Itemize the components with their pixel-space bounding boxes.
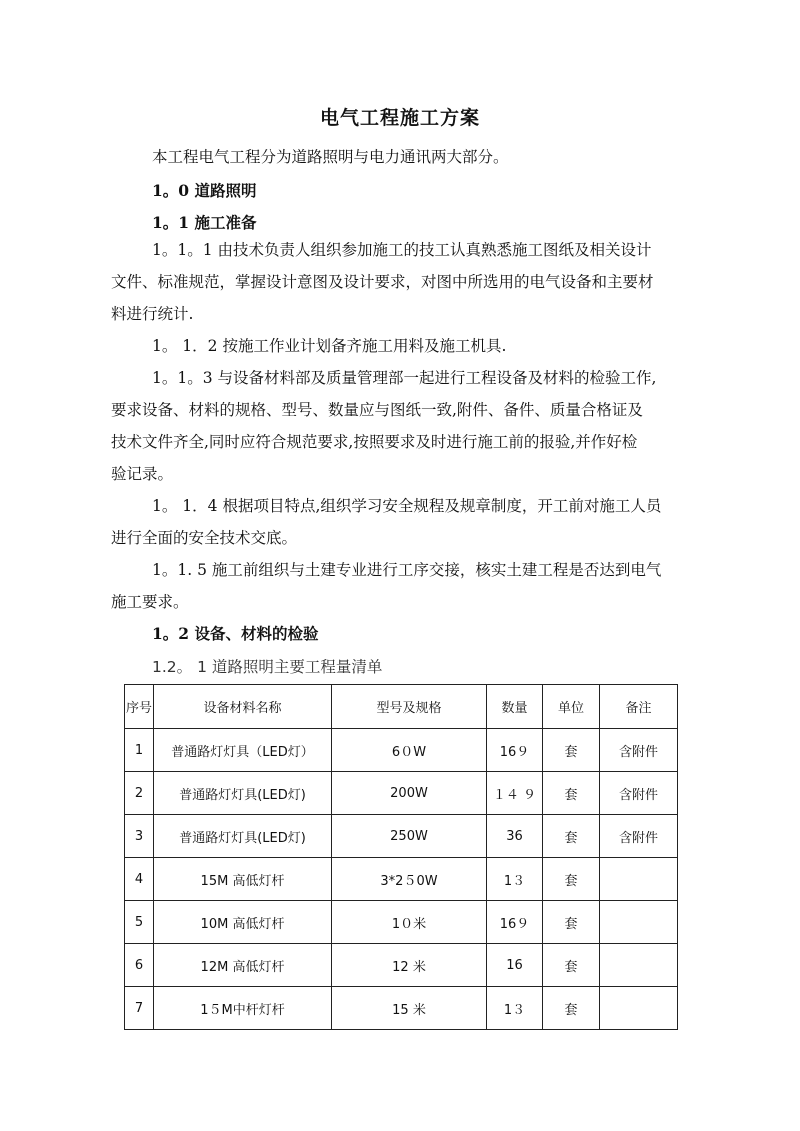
paragraph-1-1-3-line-3: 技术文件齐全,同时应符合规范要求,按照要求及时进行施工前的报验,并作好检: [111, 433, 638, 451]
cell-spec: 12 米: [332, 944, 487, 987]
paragraph-1-1-3-line-2: 要求设备、材料的规格、型号、数量应与图纸一致,附件、备件、质量合格证及: [111, 401, 643, 419]
paragraph-1-1-5-line-2: 施工要求。: [111, 593, 189, 611]
table-row: [125, 944, 678, 987]
cell-remark: [600, 901, 678, 944]
cell-remark: 含附件: [600, 729, 678, 772]
cell-name: 15M 高低灯杆: [154, 858, 332, 901]
cell-remark: 含附件: [600, 772, 678, 815]
cell-name: 普通路灯灯具(LED灯): [154, 772, 332, 815]
header-unit: 单位: [543, 685, 600, 729]
paragraph-1-1-2: 1。 1．2 按施工作业计划备齐施工用料及施工机具.: [152, 337, 507, 355]
cell-unit: 套: [543, 815, 600, 858]
cell-name: 普通路灯灯具（LED灯）: [154, 729, 332, 772]
cell-quantity: １４ ９: [487, 772, 543, 815]
header-spec: 型号及规格: [332, 685, 487, 729]
heading-equipment-inspection: 1。2 设备、材料的检验: [152, 624, 319, 643]
paragraph-1-1-1-line-3: 料进行统计.: [111, 305, 194, 323]
cell-name: 普通路灯灯具(LED灯): [154, 815, 332, 858]
paragraph-1-1-4-line-1: 1。 1．4 根据项目特点,组织学习安全规程及规章制度，开工前对施工人员: [152, 497, 662, 515]
cell-unit: 套: [543, 944, 600, 987]
table-caption: 1.2。 1 道路照明主要工程量清单: [152, 658, 383, 676]
cell-quantity: 1３: [487, 858, 543, 901]
cell-serial: 4: [125, 858, 154, 901]
cell-serial: 2: [125, 772, 154, 815]
cell-serial: 1: [125, 729, 154, 772]
cell-spec: 3*2５0W: [332, 858, 487, 901]
quantity-table: [124, 684, 678, 1030]
paragraph-1-1-1-line-2: 文件、标准规范，掌握设计意图及设计要求，对图中所选用的电气设备和主要材: [111, 273, 654, 291]
cell-unit: 套: [543, 772, 600, 815]
heading-construction-preparation: 1。1 施工准备: [152, 213, 257, 232]
heading-road-lighting: 1。0 道路照明: [152, 181, 257, 200]
cell-quantity: 16９: [487, 729, 543, 772]
cell-quantity: 1３: [487, 987, 543, 1030]
table-row: [125, 901, 678, 944]
table-row: [125, 815, 678, 858]
cell-remark: [600, 858, 678, 901]
table-row: [125, 858, 678, 901]
cell-spec: 1０米: [332, 901, 487, 944]
cell-remark: 含附件: [600, 815, 678, 858]
cell-unit: 套: [543, 901, 600, 944]
header-remark: 备注: [600, 685, 678, 729]
cell-quantity: 36: [487, 815, 543, 858]
cell-name: 12M 高低灯杆: [154, 944, 332, 987]
cell-unit: 套: [543, 858, 600, 901]
cell-serial: 6: [125, 944, 154, 987]
cell-spec: 15 米: [332, 987, 487, 1030]
cell-unit: 套: [543, 987, 600, 1030]
cell-unit: 套: [543, 729, 600, 772]
cell-name: 1５M中杆灯杆: [154, 987, 332, 1030]
header-name: 设备材料名称: [154, 685, 332, 729]
header-quantity: 数量: [487, 685, 543, 729]
cell-remark: [600, 944, 678, 987]
table-header-row: [125, 685, 678, 729]
paragraph-1-1-5-line-1: 1。1. 5 施工前组织与土建专业进行工序交接，核实土建工程是否达到电气: [152, 561, 662, 579]
paragraph-1-1-3-line-1: 1。1。3 与设备材料部及质量管理部一起进行工程设备及材料的检验工作,: [152, 369, 657, 387]
cell-serial: 3: [125, 815, 154, 858]
cell-spec: 6０W: [332, 729, 487, 772]
cell-quantity: 16: [487, 944, 543, 987]
cell-remark: [600, 987, 678, 1030]
table-row: [125, 729, 678, 772]
paragraph-1-1-3-line-4: 验记录。: [111, 465, 174, 483]
paragraph-1-1-1-line-1: 1。1。1 由技术负责人组织参加施工的技工认真熟悉施工图纸及相关设计: [152, 241, 652, 259]
paragraph-1-1-4-line-2: 进行全面的安全技术交底。: [111, 529, 298, 547]
cell-name: 10M 高低灯杆: [154, 901, 332, 944]
cell-serial: 7: [125, 987, 154, 1030]
cell-serial: 5: [125, 901, 154, 944]
document-title: 电气工程施工方案: [319, 107, 480, 129]
cell-spec: 200W: [332, 772, 487, 815]
header-serial: 序号: [125, 685, 154, 729]
table-row: [125, 987, 678, 1030]
cell-quantity: 16９: [487, 901, 543, 944]
table-row: [125, 772, 678, 815]
cell-spec: 250W: [332, 815, 487, 858]
intro-paragraph: 本工程电气工程分为道路照明与电力通讯两大部分。: [152, 148, 509, 166]
